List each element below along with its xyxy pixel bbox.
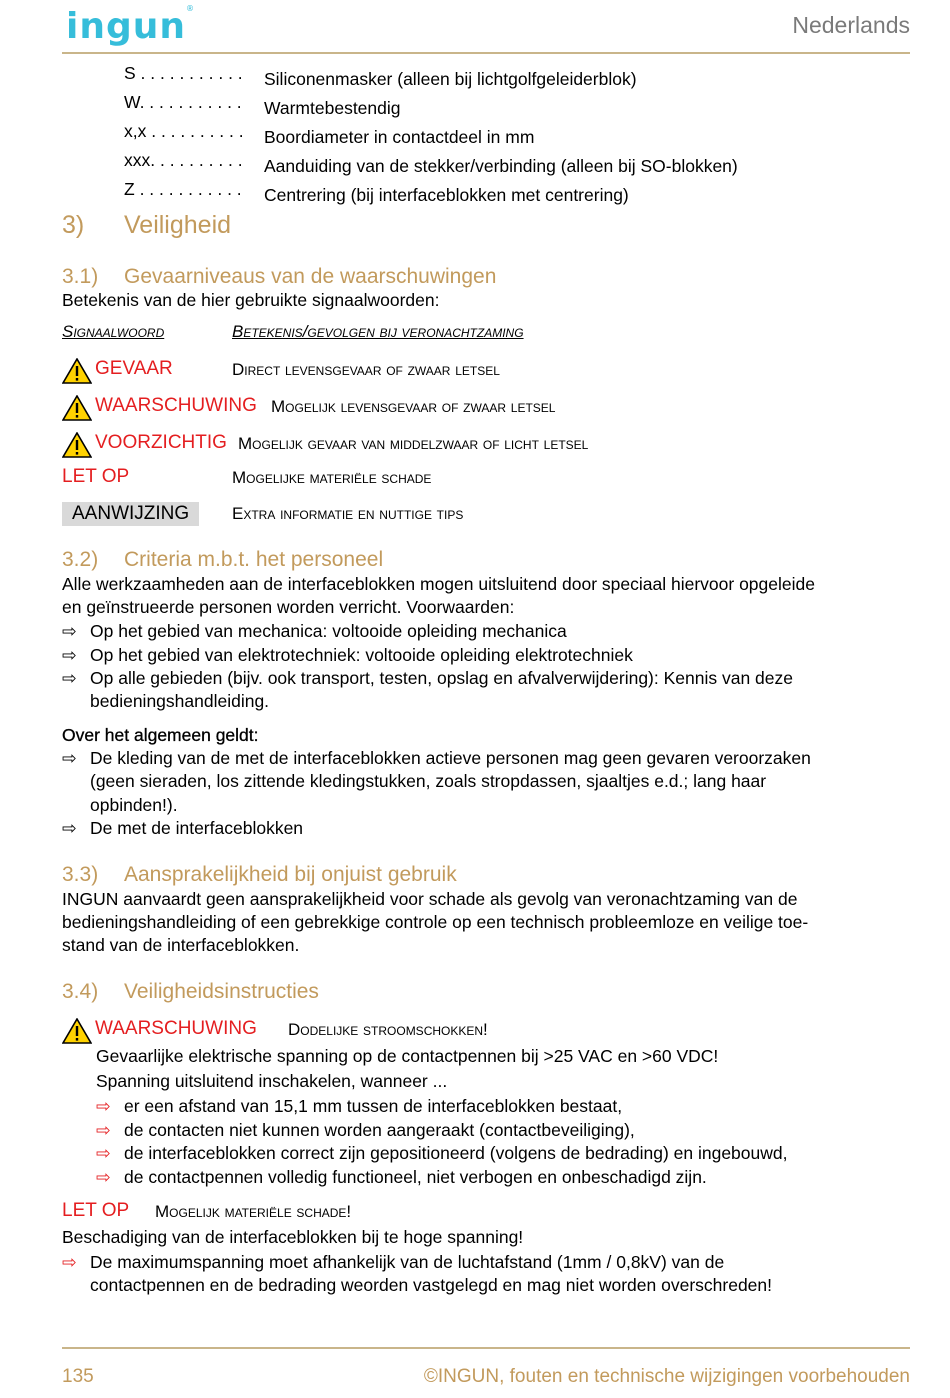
section-3-3-title: Aansprakelijkheid bij onjuist gebruik (124, 863, 457, 886)
header-divider (62, 52, 910, 54)
list-item-continuation: (geen sieraden, los zittende kledingstukken, zoals stropdassen, sjaaltjes e.d.; lang haar (90, 771, 767, 791)
section-3-4-title: Veiligheidsinstructies (124, 980, 319, 1003)
warning-triangle-icon (62, 395, 92, 421)
page-number: 135 (62, 1366, 94, 1387)
signal-word-voorzichtig: VOORZICHTIG (95, 432, 227, 453)
warning-text: Gevaarlijke elektrische spanning op de contactpennen bij >25 VAC en >60 VDC! (96, 1046, 719, 1066)
signal-meaning: Extra informatie en nuttige tips (232, 504, 464, 523)
arrow-right-icon: ⇨ (62, 645, 77, 665)
paragraph-line: INGUN aanvaardt geen aansprakelijkheid voor schade als gevolg van veronachtzaming van de (62, 889, 798, 909)
list-item-continuation: opbinden!). (90, 795, 178, 815)
paragraph-line: bedieningshandleiding of een gebrekkige controle op een technisch probleemloze en veilige toe- (62, 912, 809, 932)
warning-text: Spanning uitsluitend inschakelen, wanneer ... (96, 1071, 448, 1091)
arrow-right-icon: ⇨ (62, 1252, 77, 1272)
ingun-logo (66, 6, 195, 47)
language-label: Nederlands (792, 12, 910, 38)
signal-word-waarschuwing: WAARSCHUWING (95, 395, 257, 416)
signal-meaning: Direct levensgevaar of zwaar letsel (232, 360, 500, 379)
list-item-continuation: contactpennen en de bedrading weorden vastgelegd en mag niet worden overschreden! (90, 1275, 773, 1295)
arrow-right-icon: ⇨ (96, 1167, 111, 1187)
section-3-3-number: 3.3) (62, 863, 99, 886)
signal-meaning: Mogelijk levensgevaar of zwaar letsel (271, 397, 556, 416)
section-3-number: 3) (62, 211, 85, 239)
arrow-right-icon: ⇨ (62, 818, 77, 838)
code-row: S . . . . . . . . . . . Siliconenmasker (alleen bij lichtgolfgeleiderblok) (124, 63, 637, 89)
note-text: Beschadiging van de interfaceblokken bij te hoge spanning! (62, 1227, 524, 1247)
note-title: Mogelijk materiële schade! (155, 1202, 352, 1221)
arrow-right-icon: ⇨ (62, 668, 77, 688)
paragraph-line: Alle werkzaamheden aan de interfaceblokken mogen uitsluitend door speciaal hiervoor opgeleide (62, 574, 815, 594)
section-3-4-number: 3.4) (62, 980, 99, 1003)
column-header-signal-word: Signaalwoord (62, 322, 165, 341)
arrow-right-icon: ⇨ (96, 1096, 111, 1116)
arrow-right-icon: ⇨ (62, 748, 77, 768)
general-heading: Over het algemeen geldt: (62, 725, 259, 745)
code-row: Z . . . . . . . . . . . Centrering (bij interfaceblokken met centrering) (124, 179, 629, 205)
logo-text: ingun (66, 6, 186, 47)
signal-word-gevaar: GEVAAR (95, 358, 173, 379)
signal-meaning: Mogelijke materiële schade (232, 468, 432, 487)
paragraph-line: stand van de interfaceblokken. (62, 935, 300, 955)
signal-meaning: Mogelijk gevaar van middelzwaar of licht letsel (238, 434, 589, 453)
footer-divider (62, 1347, 910, 1349)
code-row: xxx. . . . . . . . . . Aanduiding van de stekker/verbinding (alleen bij SO-blokken) (124, 150, 738, 176)
code-row: W. . . . . . . . . . . Warmtebestendig (124, 92, 401, 118)
code-list (124, 62, 738, 207)
code-row: x,x . . . . . . . . . . Boordiameter in contactdeel in mm (124, 121, 535, 147)
note-signal-word: LET OP (62, 1200, 130, 1221)
warning-title: Dodelijke stroomschokken! (288, 1020, 488, 1039)
arrow-right-icon: ⇨ (62, 621, 77, 641)
paragraph-line: en geïnstrueerde personen worden verricht. Voorwaarden: (62, 597, 515, 617)
section-3-2-number: 3.2) (62, 548, 99, 571)
arrow-right-icon: ⇨ (96, 1120, 111, 1140)
registered-mark: ® (186, 4, 195, 13)
copyright-notice: ©INGUN, fouten en technische wijzigingen voorbehouden (423, 1366, 910, 1387)
warning-triangle-icon (62, 358, 92, 384)
column-header-meaning: Betekenis/gevolgen bij veronachtzaming (232, 322, 524, 341)
list-item-continuation: bedieningshandleiding. (90, 691, 270, 711)
section-3-2-title: Criteria m.b.t. het personeel (124, 548, 384, 571)
section-3-1-number: 3.1) (62, 265, 99, 288)
signal-word-let-op: LET OP (62, 466, 130, 487)
warning-triangle-icon (62, 1018, 92, 1044)
section-3-title: Veiligheid (124, 211, 232, 239)
warning-signal-word: WAARSCHUWING (95, 1018, 257, 1039)
section-3-1-intro: Betekenis van de hier gebruikte signaalwoorden: (62, 290, 440, 310)
warning-triangle-icon (62, 432, 92, 458)
section-3-1-title: Gevaarniveaus van de waarschuwingen (124, 265, 497, 288)
signal-word-aanwijzing: AANWIJZING (62, 502, 199, 526)
arrow-right-icon: ⇨ (96, 1143, 111, 1163)
